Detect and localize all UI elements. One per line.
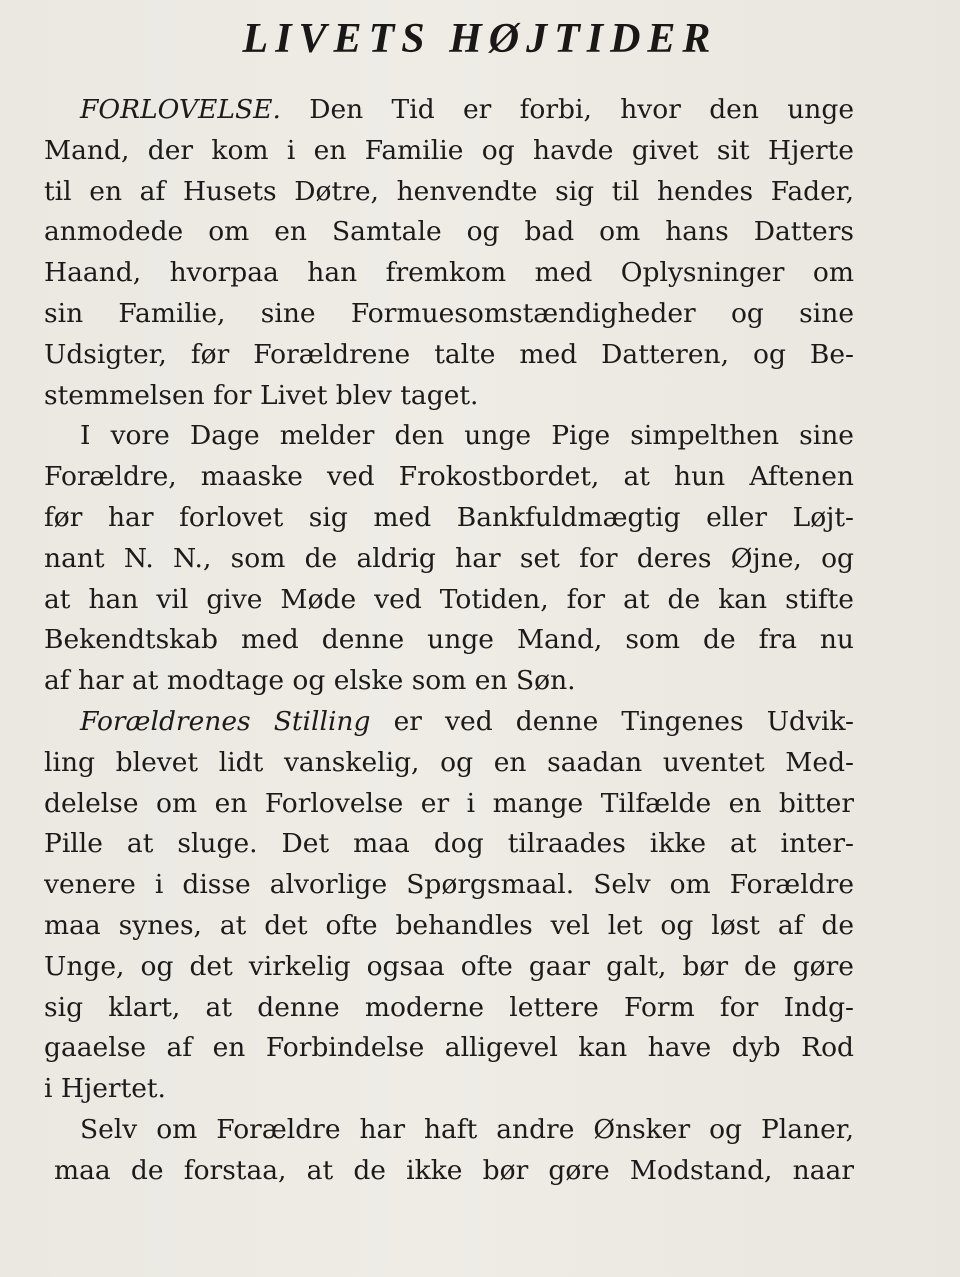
text-line: til en af Husets Døtre, henvendte sig til hendes Fader,: [44, 175, 854, 207]
text-line: Forældre, maaske ved Frokostbordet, at hun Aftenen: [44, 461, 854, 493]
section-heading: Forældrenes Stilling: [80, 705, 371, 737]
text-line: gaaelse af en Forbindelse alligevel kan have dyb Rod: [44, 1032, 854, 1064]
text-line: I vore Dage melder den unge Pige simpelthen sine: [80, 420, 854, 452]
paragraph-forlovelse: [44, 90, 854, 416]
text-line: Haand, hvorpaa han fremkom med Oplysninger om: [44, 257, 854, 289]
text-line: Forældrenes Stilling er ved denne Tingenes Udvik-: [80, 705, 854, 737]
text-line: sin Familie, sine Formuesomstændigheder og sine: [44, 297, 854, 329]
section-heading: FORLOVELSE.: [80, 94, 281, 125]
text-line: Selv om Forældre har haft andre Ønsker og Planer,: [80, 1113, 854, 1145]
text-line: Unge, og det virkelig ogsaa ofte gaar galt, bør de gøre: [44, 950, 854, 982]
paragraph-vore-dage: [44, 416, 854, 702]
text-line: ling blevet lidt vanskelig, og en saadan uventet Med-: [44, 746, 854, 778]
text-line: Udsigter, før Forældrene talte med Datteren, og Be-: [44, 338, 854, 370]
text-line: at han vil give Møde ved Totiden, for at de kan stifte: [44, 583, 854, 615]
text-line: Mand, der kom i en Familie og havde givet sit Hjerte: [44, 134, 854, 166]
body-text: [44, 90, 854, 1192]
text-line: af har at modtage og elske som en Søn.: [44, 665, 576, 697]
page-title: LIVETS HØJTIDER: [242, 16, 718, 62]
text-line: stemmelsen for Livet blev taget.: [44, 379, 479, 411]
text-line: sig klart, at denne moderne lettere Form for Indg-: [44, 991, 854, 1023]
text-line: Pille at sluge. Det maa dog tilraades ikke at inter-: [44, 828, 854, 860]
text-line: delelse om en Forlovelse er i mange Tilfælde en bitter: [44, 787, 854, 819]
text-line: FORLOVELSE. Den Tid er forbi, hvor den unge: [80, 94, 854, 125]
text-line: Bekendtskab med denne unge Mand, som de fra nu: [44, 624, 854, 656]
text-line: nant N. N., som de aldrig har set for deres Øjne, og: [44, 542, 854, 574]
text-line: anmodede om en Samtale og bad om hans Datters: [44, 216, 854, 248]
paragraph-selv-om: [44, 1110, 854, 1192]
paragraph-foraeldrenes-stilling: [44, 702, 854, 1110]
text-line: før har forlovet sig med Bankfuldmægtig eller Løjt-: [44, 501, 854, 533]
text-line: maa synes, at det ofte behandles vel let og løst af de: [44, 909, 854, 941]
text-line: i Hjertet.: [44, 1073, 166, 1105]
text-line: maa de forstaa, at de ikke bør gøre Modstand, naar: [54, 1154, 854, 1186]
text-line: venere i disse alvorlige Spørgsmaal. Selv om Forældre: [44, 869, 854, 901]
